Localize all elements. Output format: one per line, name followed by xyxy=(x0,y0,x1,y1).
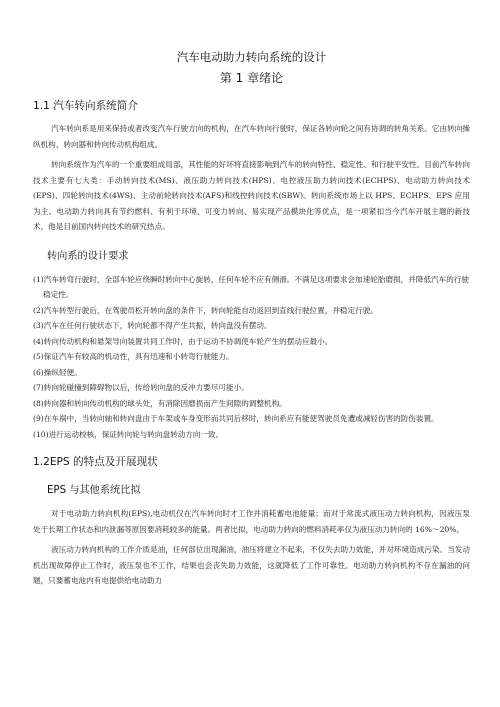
document-title: 汽车电动助力转向系统的设计 xyxy=(176,50,327,64)
requirements-list xyxy=(33,272,470,443)
list-item: (8)转向器和转向传动机构的球头处，有消除因磨损而产生间隙的调整机构。 xyxy=(33,398,287,408)
list-item: (5)保证汽车有较高的机动性，具有迅速和小转弯行驶能力。 xyxy=(33,352,234,361)
section-heading-requirements: 转向系的设计要求 xyxy=(47,250,129,262)
paragraph: 转向系统作为汽车的一个重要组成局部，其性能的好坏将直接影响到汽车的转向特性、稳定性、和行驶平安性。目前汽车转向技术主要有七大类：手动转向技术(MS)、液压助力转向技术(HPS)、电控液压助力转向技术(ECHPS)、电动助力转向技术(EPS)、四轮转向技术(4WS)、主动前轮转向技术(AFS)和线控转向技术(SBW)。转向系统市场上以 HPS、ECHPS、EPS 应用为主。电动助力转向具有节约燃料、有利于环境、可变力转向、易实现产品模块化等优点，是一项紧扣当今汽车开展主题的新技术，他是目前国内转向技术的研究热点。 xyxy=(33,160,470,231)
list-item: (1)汽车转弯行驶时，全部车轮应绕瞬时转向中心旋转，任何车轮不应有侧滑。不满足这项要求会加速轮胎磨损，并降低汽车的行驶稳定性。 xyxy=(33,274,469,299)
list-item: (2)汽车转型行驶后，在驾驶员松开转向盘的条件下，转向轮能自动返回到直线行驶位置，并稳定行驶。 xyxy=(33,305,378,315)
section-heading-1-1: 1.1 汽车转向系统简介 xyxy=(33,100,138,112)
list-item: (3)汽车在任何行驶状态下，转向轮都不得产生共振，转向盘没有摆动。 xyxy=(33,321,272,330)
section-heading-1-2: 1.2EPS 的特点及开展现状 xyxy=(33,456,158,468)
list-item: (4)转向传动机构和悬架导向装置共同工作时，由于运动不协调使车轮产生的摆动应最小。 xyxy=(33,336,333,346)
list-item: (9)在车祸中，当转向轴和转向盘由于车架或车身变形而共同后移时，转向系应有能使驾驶员免遭或减轻伤害的防伤装置。 xyxy=(33,414,439,423)
list-item: (7)转向轮碰撞到障碍物以后，传给转向盘的反冲力要尽可能小。 xyxy=(33,383,249,392)
paragraph: 液压动力转向机构的工作介质是油，任何部位出现漏油，油压将建立不起来，不仅失去助力效能，并对环境造成污染。当发动机出现故障停止工作时，液压泵也不工作，结果也会丧失助力效能，这就降低了工作可靠性。电动助力转向机构不存在漏油的问题，只要蓄电池内有电提供给电动助力 xyxy=(33,545,470,585)
chapter-title: 第 1 章绪论 xyxy=(219,71,284,85)
paragraph: 汽车转向系是用来保持或者改变汽车行驶方向的机构，在汽车转向行驶时，保证各转向轮之间有协调的转角关系。它由转向操纵机构、转向器和转向传动机构组成。 xyxy=(33,124,470,149)
list-item: (6)操纵轻便。 xyxy=(33,367,82,377)
subsection-heading-eps-comparison: EPS 与其他系统比拟 xyxy=(47,485,141,496)
paragraph: 对于电动助力转向机构(EPS),电动机仅在汽车转向时才工作并消耗蓄电池能量；而对于常流式液压动力转向机构，因液压泵处于长期工作状态和内泄漏等原因要消耗较多的能量。两者比拟，电动助力转向的燃料消耗率仅为液压动力转向的 16%～20%。 xyxy=(33,509,470,534)
list-item: (10)进行运动校核，保证转向轮与转向盘转动方向一致。 xyxy=(33,429,224,439)
